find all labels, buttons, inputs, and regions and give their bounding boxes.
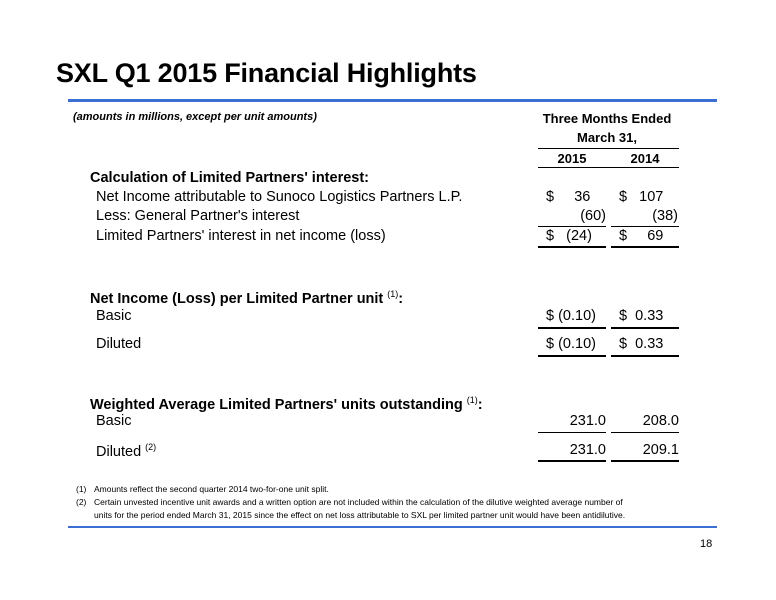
footnote-text: units for the period ended March 31, 2015 since the effect on net loss attributable to SXL per limited partner unit would have been antidilutive. — [94, 510, 626, 520]
subtotal-rule — [538, 226, 606, 227]
section-heading-lp-interest: Calculation of Limited Partners' interest: — [90, 170, 369, 186]
section-heading-units — [90, 395, 483, 413]
row-label — [96, 442, 156, 460]
section-heading-text: Weighted Average Limited Partners' units outstanding — [90, 396, 463, 413]
footnote — [76, 496, 623, 509]
row-label: Basic — [96, 308, 132, 324]
total-rule — [611, 432, 679, 433]
header-bottom-rule — [538, 167, 679, 168]
cell-2015: $ (24) — [546, 228, 592, 244]
header-date: March 31, — [577, 130, 637, 145]
heading-colon: : — [398, 290, 404, 307]
cell-2014: $ 107 — [619, 189, 664, 205]
total-rule — [538, 460, 606, 462]
total-rule — [611, 355, 679, 357]
total-rule — [611, 327, 679, 329]
row-label-text: Diluted — [96, 443, 142, 460]
units-note: (amounts in millions, except per unit amounts) — [73, 111, 317, 123]
header-rule — [538, 148, 679, 149]
footnote-ref: (2) — [145, 442, 157, 452]
subtotal-rule — [611, 226, 679, 227]
footnote-ref: (1) — [466, 395, 478, 405]
cell-2014: (38) — [652, 208, 678, 224]
total-rule — [538, 327, 606, 329]
cell-2015: (60) — [580, 208, 606, 224]
title-underline — [68, 99, 717, 102]
total-rule — [538, 432, 606, 433]
page-number: 18 — [700, 538, 713, 550]
row-label: Diluted — [96, 336, 142, 352]
footnote-text: Certain unvested incentive unit awards and a written option are not included within the calculation of the dilutive weighted average number of — [94, 497, 623, 507]
row-label: Basic — [96, 413, 132, 429]
footnote — [76, 483, 329, 496]
total-rule — [538, 355, 606, 357]
section-heading-eps — [90, 289, 403, 307]
header-col-2014: 2014 — [630, 151, 660, 166]
total-rule — [611, 460, 679, 462]
row-label: Net Income attributable to Sunoco Logistics Partners L.P. — [96, 189, 463, 205]
header-col-2015: 2015 — [557, 151, 587, 166]
total-rule — [611, 246, 679, 248]
row-label: Less: General Partner's interest — [96, 208, 300, 224]
footnote — [76, 509, 625, 522]
heading-colon: : — [477, 396, 483, 413]
cell-2015: 231.0 — [569, 413, 606, 429]
header-period: Three Months Ended — [542, 111, 672, 126]
cell-2014: 208.0 — [642, 413, 679, 429]
cell-2015: 231.0 — [569, 442, 606, 458]
cell-2015: $ (0.10) — [546, 308, 596, 324]
total-rule — [538, 246, 606, 248]
cell-2014: $ 0.33 — [619, 336, 664, 352]
cell-2014: $ 69 — [619, 228, 664, 244]
footer-rule — [68, 526, 717, 528]
cell-2015: $ (0.10) — [546, 336, 596, 352]
footnote-number: (2) — [76, 497, 87, 507]
section-heading-text: Net Income (Loss) per Limited Partner unit — [90, 290, 384, 307]
row-label: Limited Partners' interest in net income (loss) — [96, 228, 386, 244]
page-title: SXL Q1 2015 Financial Highlights — [56, 58, 477, 88]
footnote-number: (1) — [76, 484, 87, 494]
cell-2014: $ 0.33 — [619, 308, 664, 324]
footnote-ref: (1) — [387, 289, 399, 299]
footnote-text: Amounts reflect the second quarter 2014 two-for-one unit split. — [94, 484, 329, 494]
cell-2014: 209.1 — [642, 442, 679, 458]
cell-2015: $ 36 — [546, 189, 591, 205]
